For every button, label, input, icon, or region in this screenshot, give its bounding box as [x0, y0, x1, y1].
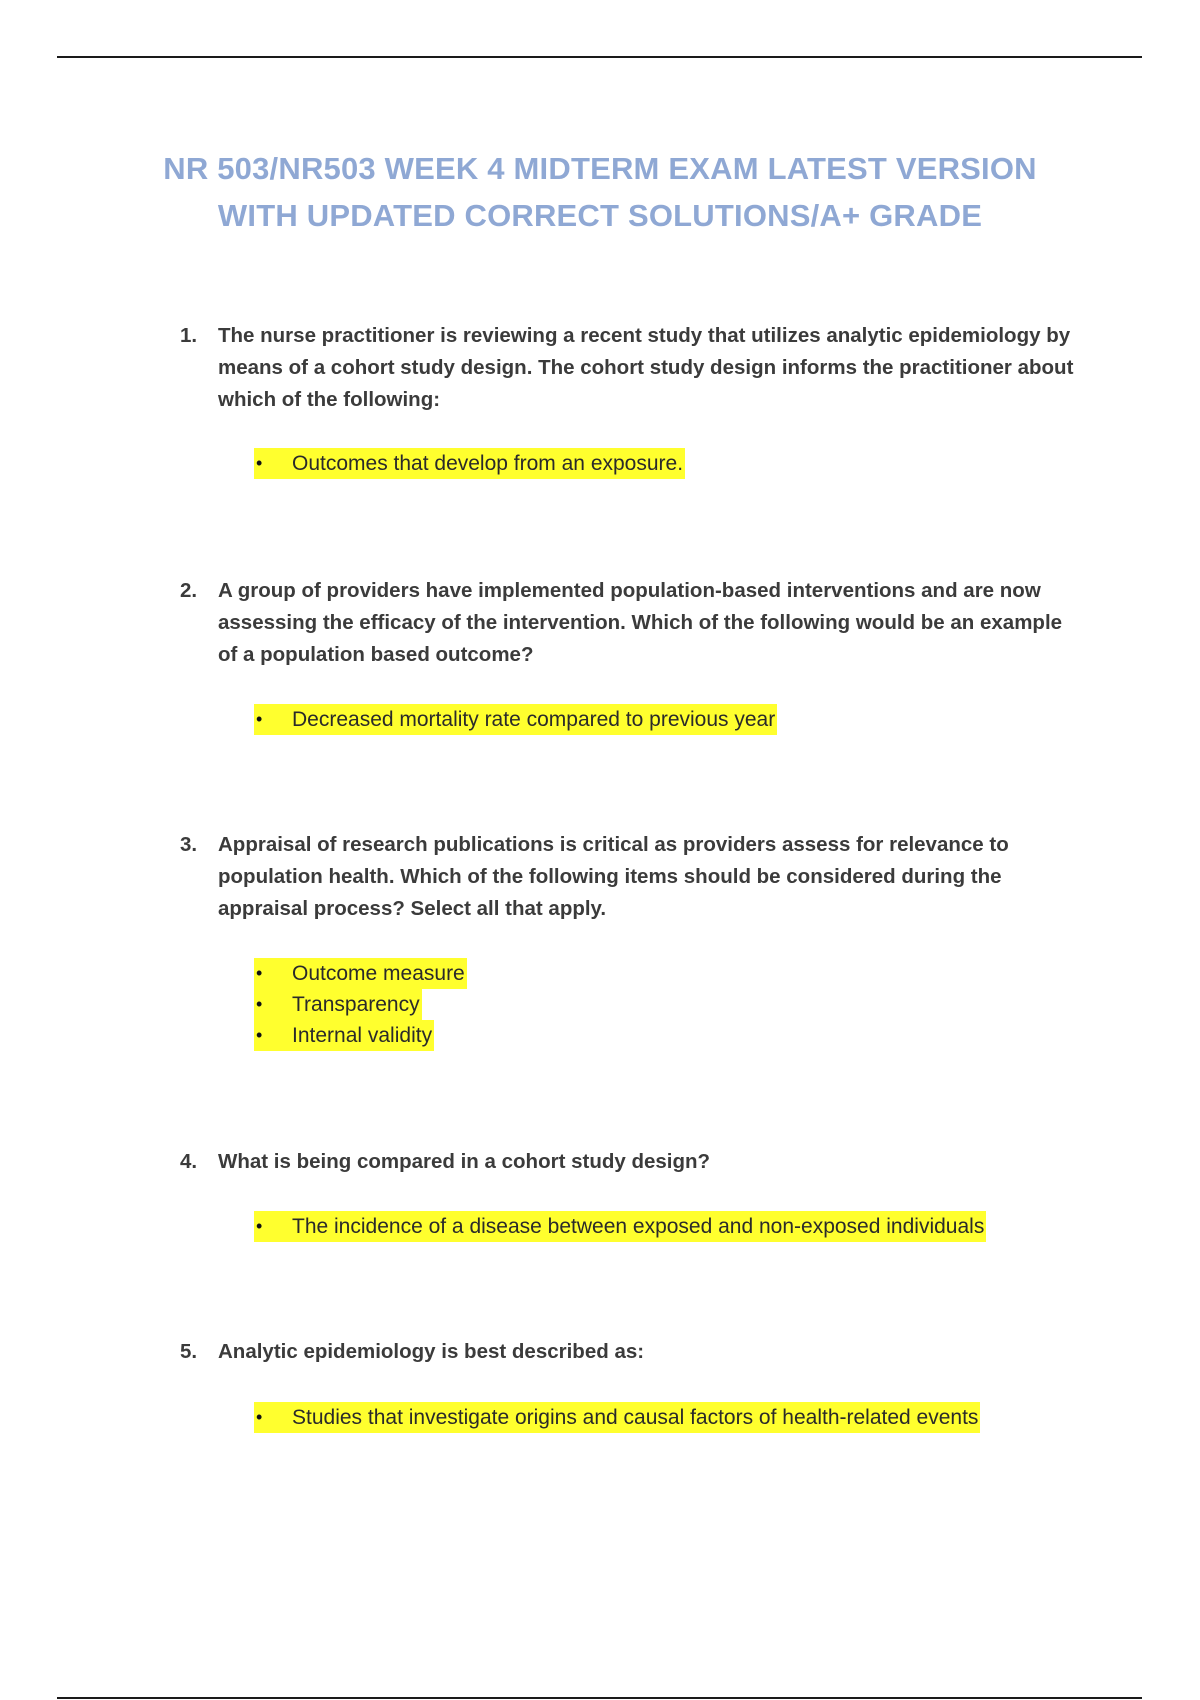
question-text: What is being compared in a cohort study design?: [218, 1150, 711, 1173]
bullet-icon: •: [256, 709, 263, 729]
answer-item: [254, 704, 1080, 735]
answer-text: Outcomes that develop from an exposure.: [292, 452, 684, 475]
answer-text: Transparency: [292, 993, 420, 1016]
bullet-icon: •: [256, 1216, 263, 1236]
answer-text: Internal validity: [292, 1024, 433, 1047]
question-number: 1.: [180, 324, 198, 347]
question-5: [180, 1336, 1080, 1433]
question-text: Analytic epidemiology is best described as:: [218, 1340, 645, 1363]
bullet-icon: •: [256, 963, 263, 983]
question-2: [180, 575, 1080, 735]
answer-item: [254, 989, 1080, 1020]
question-number: 2.: [180, 579, 198, 602]
answer-list: [254, 958, 1080, 1051]
highlighted-answer: [254, 989, 422, 1020]
bullet-icon: •: [256, 994, 263, 1014]
answer-list: [254, 1211, 1080, 1242]
top-rule: [57, 56, 1142, 58]
title-line-1: NR 503/NR503 WEEK 4 MIDTERM EXAM LATEST VERSION: [163, 151, 1037, 186]
question-3: [180, 829, 1080, 1051]
bullet-icon: •: [256, 1025, 263, 1045]
answer-text: Outcome measure: [292, 962, 465, 985]
highlighted-answer: [254, 448, 685, 479]
answer-text: Decreased mortality rate compared to previous year: [292, 708, 776, 731]
answer-item: [254, 1020, 1080, 1051]
answer-text: The incidence of a disease between exposed and non-exposed individuals: [292, 1215, 985, 1238]
question-number: 3.: [180, 833, 198, 856]
question-1: [180, 320, 1080, 479]
answer-list: [254, 448, 1080, 479]
answer-list: [254, 1402, 1080, 1433]
document-title: [150, 145, 1050, 239]
answer-item: [254, 958, 1080, 989]
answer-item: [254, 1402, 1080, 1433]
highlighted-answer: [254, 1402, 980, 1433]
answer-item: [254, 448, 1080, 479]
highlighted-answer: [254, 1020, 434, 1051]
question-4: [180, 1146, 1080, 1242]
title-line-2: WITH UPDATED CORRECT SOLUTIONS/A+ GRADE: [217, 198, 983, 233]
highlighted-answer: [254, 1211, 986, 1242]
bottom-rule: [57, 1697, 1142, 1699]
question-text: The nurse practitioner is reviewing a recent study that utilizes analytic epidemiology by means of a cohort study design. The cohort study design informs the practitioner about which of the following:: [218, 324, 1074, 411]
answer-item: [254, 1211, 1080, 1242]
highlighted-answer: [254, 704, 777, 735]
answer-list: [254, 704, 1080, 735]
question-number: 5.: [180, 1340, 198, 1363]
bullet-icon: •: [256, 453, 263, 473]
bullet-icon: •: [256, 1407, 263, 1427]
question-text: Appraisal of research publications is critical as providers assess for relevance to population health. Which of the following items should be considered during the appraisal process? Select all that apply.: [218, 833, 1009, 920]
highlighted-answer: [254, 958, 467, 989]
question-text: A group of providers have implemented population-based interventions and are now assessing the efficacy of the intervention. Which of the following would be an example of a population based outcome?: [218, 579, 1063, 666]
question-number: 4.: [180, 1150, 198, 1173]
answer-text: Studies that investigate origins and causal factors of health-related events: [292, 1406, 979, 1429]
